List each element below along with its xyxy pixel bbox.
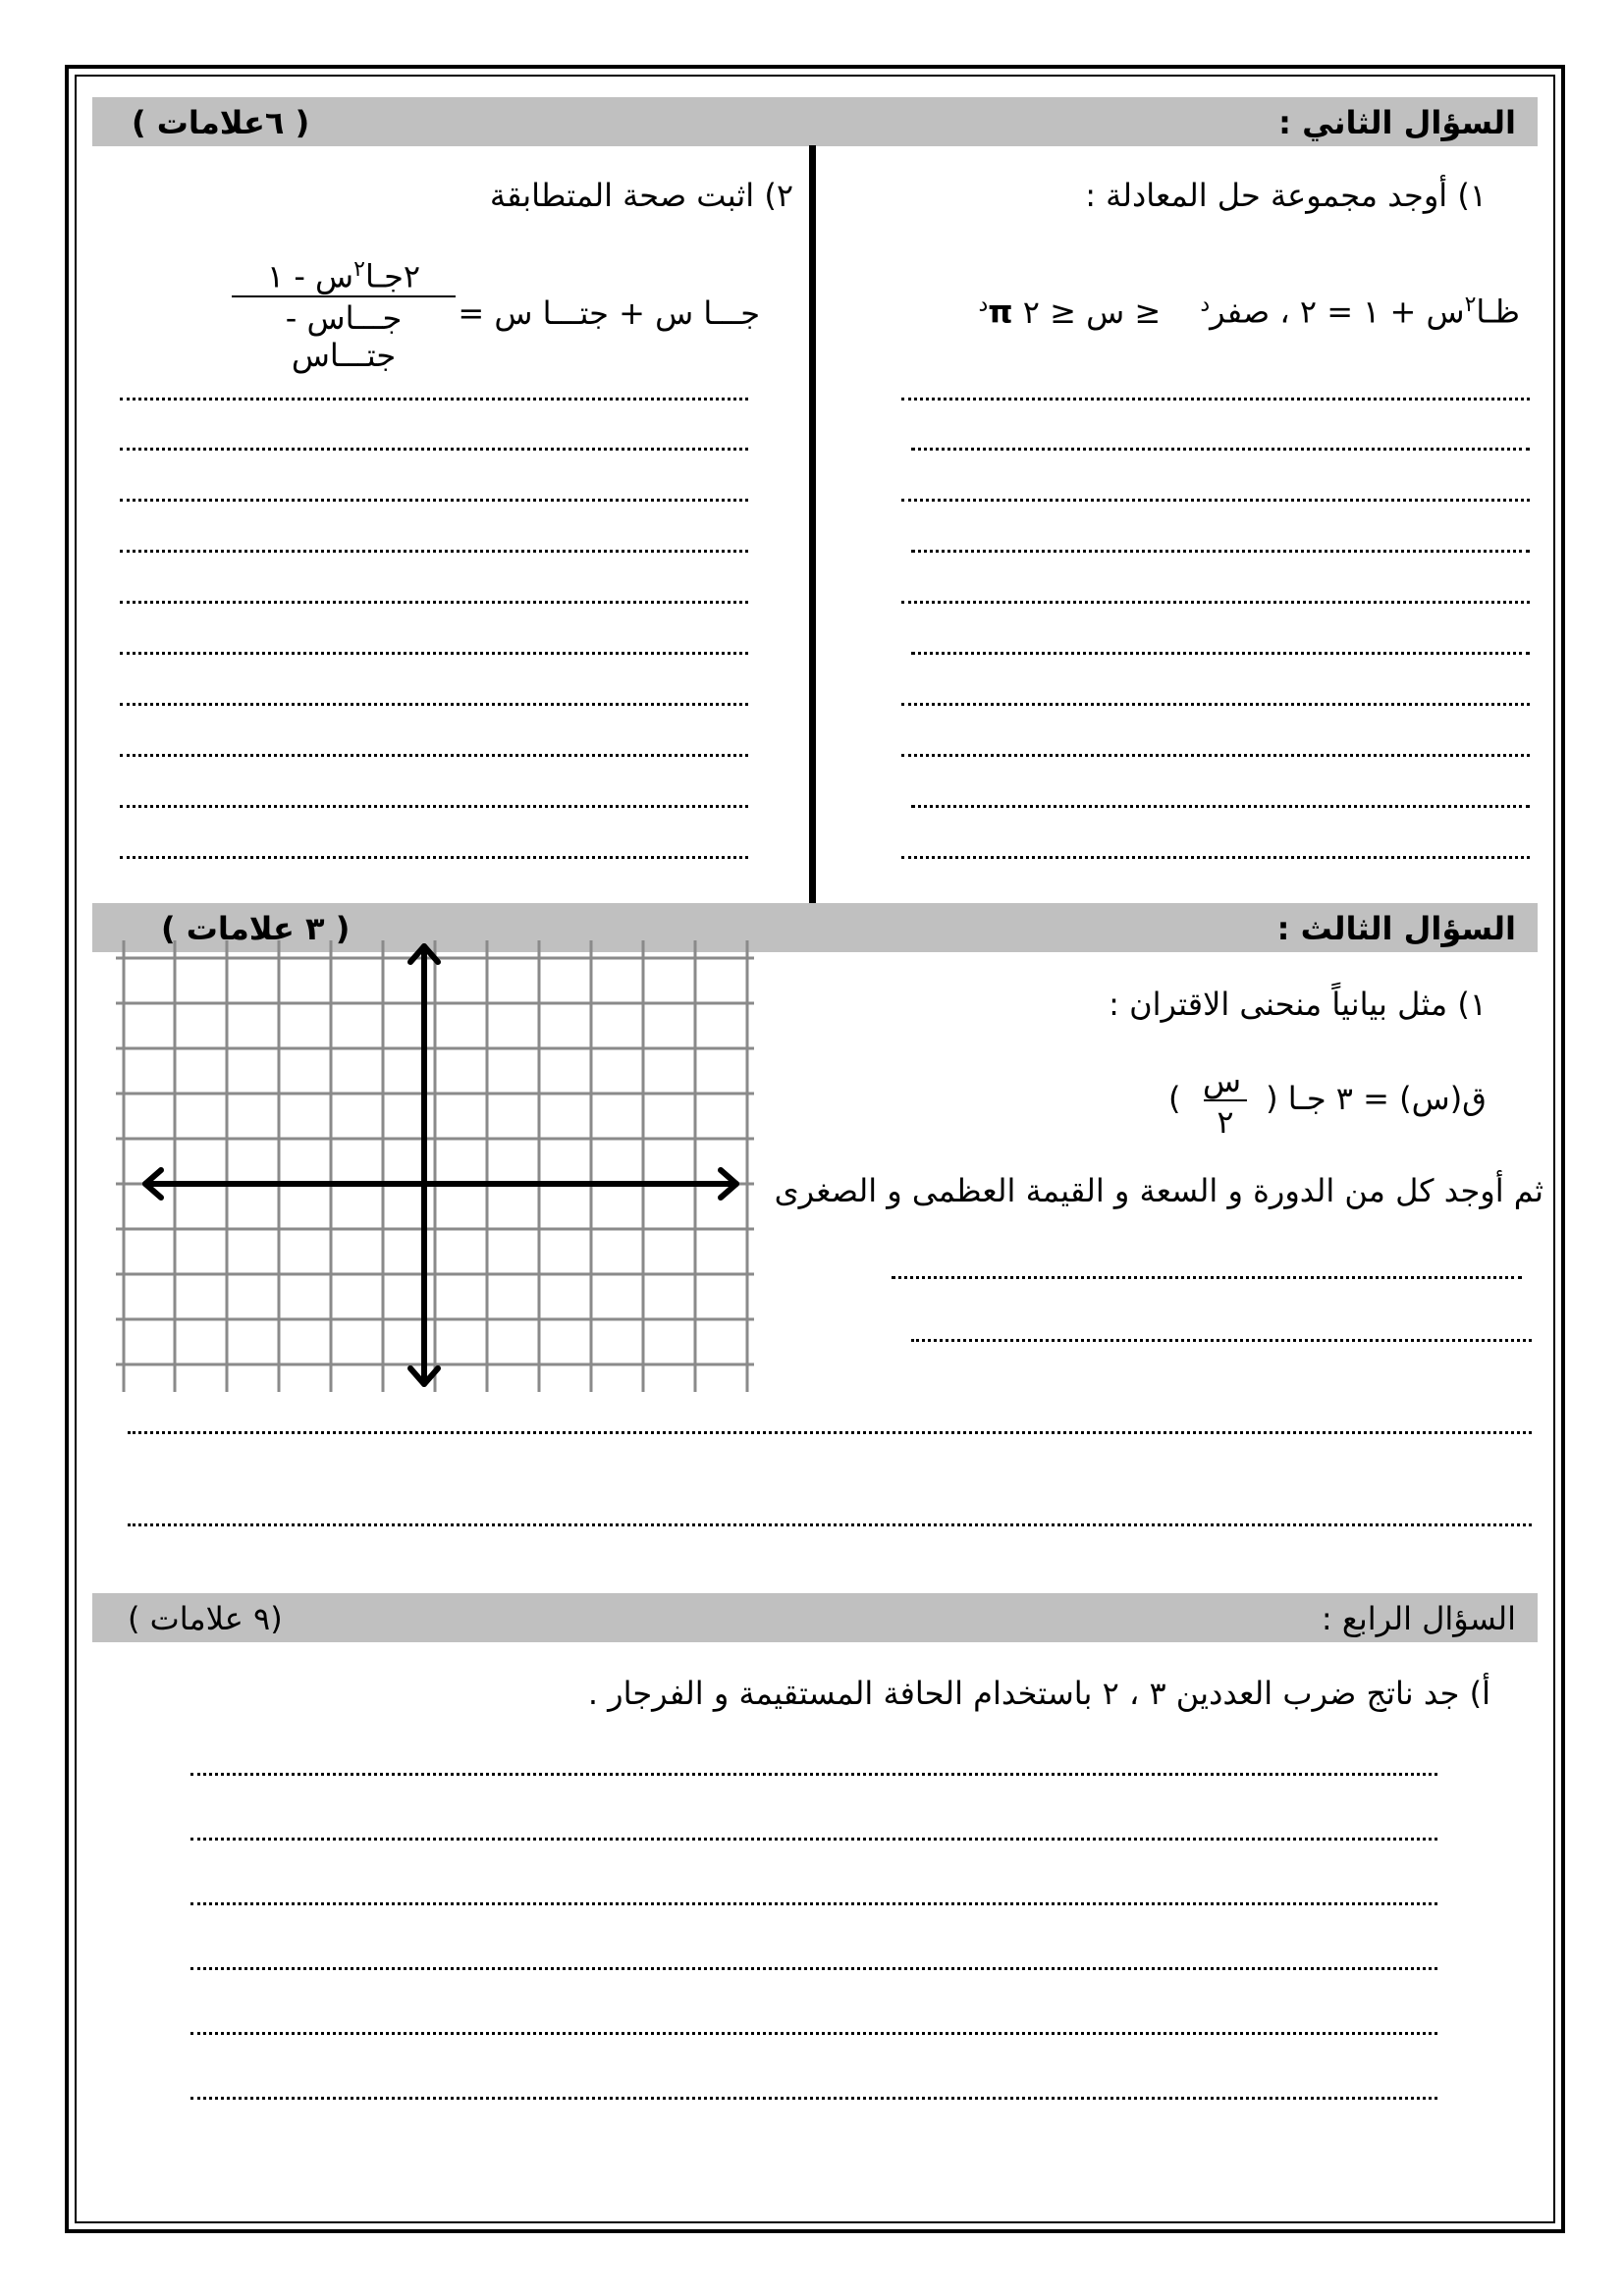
answer-line (190, 2032, 1437, 2035)
answer-line (901, 754, 1530, 757)
answer-line (190, 1773, 1437, 1776)
question2-title: السؤال الثاني : (1278, 104, 1516, 141)
answer-line (120, 805, 748, 808)
answer-line (120, 754, 748, 757)
answer-line (911, 805, 1530, 808)
answer-line (128, 1523, 1532, 1526)
graph-grid (116, 940, 754, 1392)
grid-lines (116, 940, 754, 1392)
fraction-denominator: جـــاس - جتـــاس (232, 295, 456, 374)
answer-line (901, 856, 1530, 859)
question4-header (92, 1593, 1538, 1642)
q2-part2-fraction (232, 257, 456, 374)
answer-line (892, 1276, 1522, 1279)
eq-deg1: د (1200, 293, 1211, 317)
answer-line (901, 703, 1530, 706)
eq-deg2: د (978, 293, 989, 317)
eq-sup: ٢ (1464, 293, 1477, 317)
answer-line (120, 703, 748, 706)
function-lhs: ق(س) = ٣ جـا ( (1266, 1080, 1487, 1117)
answer-line (911, 1339, 1532, 1342)
q3-function-close: ) (1168, 1080, 1181, 1117)
answer-line (128, 1431, 1532, 1434)
num-b: س - ١ (266, 257, 354, 295)
answer-line (901, 398, 1530, 400)
num-sup: ٢ (353, 257, 365, 282)
question4-title: السؤال الرابع : (1321, 1600, 1516, 1637)
fraction-numerator: س (1202, 1062, 1241, 1099)
answer-line (120, 398, 748, 400)
q2-part1-prompt: ١) أوجد مجموعة حل المعادلة : (1085, 177, 1487, 214)
answer-line (120, 856, 748, 859)
answer-line (190, 1967, 1437, 1970)
answer-line (911, 448, 1530, 451)
q3-followup: ثم أوجد كل من الدورة و السعة و القيمة العظمى و الصغرى (774, 1172, 1543, 1209)
eq-tan: ظـا (1476, 293, 1520, 331)
answer-line (911, 652, 1530, 655)
q3-prompt: ١) مثل بيانياً منحنى الاقتران : (1109, 986, 1487, 1023)
q3-function-fraction (1204, 1062, 1247, 1141)
question2-header (92, 97, 1538, 146)
answer-line (120, 550, 748, 553)
answer-line (120, 448, 748, 451)
q2-part2-prompt: ٢) اثبت صحة المتطابقة (489, 177, 793, 214)
q2-part2-lhs: جـــا س + جتـــا س = (458, 294, 760, 332)
question2-marks: ( ٦علامات ) (132, 104, 310, 141)
question4-marks: (٩ علامات ) (128, 1600, 283, 1637)
question3-marks: ( ٣ علامات ) (161, 910, 351, 947)
q2-part1-equation (979, 293, 1521, 331)
answer-line (901, 499, 1530, 502)
num-a: ٢جـا (364, 257, 421, 295)
q3-function (1266, 1080, 1487, 1117)
fraction-numerator (232, 257, 456, 295)
eq-inequality: ≤ س ≤ ٢ (1022, 293, 1162, 331)
answer-line (120, 601, 748, 604)
question3-title: السؤال الثالث : (1276, 910, 1516, 947)
answer-line (911, 550, 1530, 553)
eq-pi: π (988, 293, 1013, 331)
answer-line (190, 2097, 1437, 2100)
eq-rest: س + ١ = ٢ ، صفر (1210, 293, 1465, 331)
column-divider (809, 145, 816, 903)
answer-line (190, 1902, 1437, 1905)
answer-line (120, 652, 748, 655)
answer-line (120, 499, 748, 502)
q4-prompt: أ) جد ناتج ضرب العددين ٣ ، ٢ باستخدام الحافة المستقيمة و الفرجار . (587, 1675, 1490, 1712)
answer-line (901, 601, 1530, 604)
answer-line (190, 1838, 1437, 1841)
fraction-denominator: ٢ (1204, 1099, 1247, 1141)
